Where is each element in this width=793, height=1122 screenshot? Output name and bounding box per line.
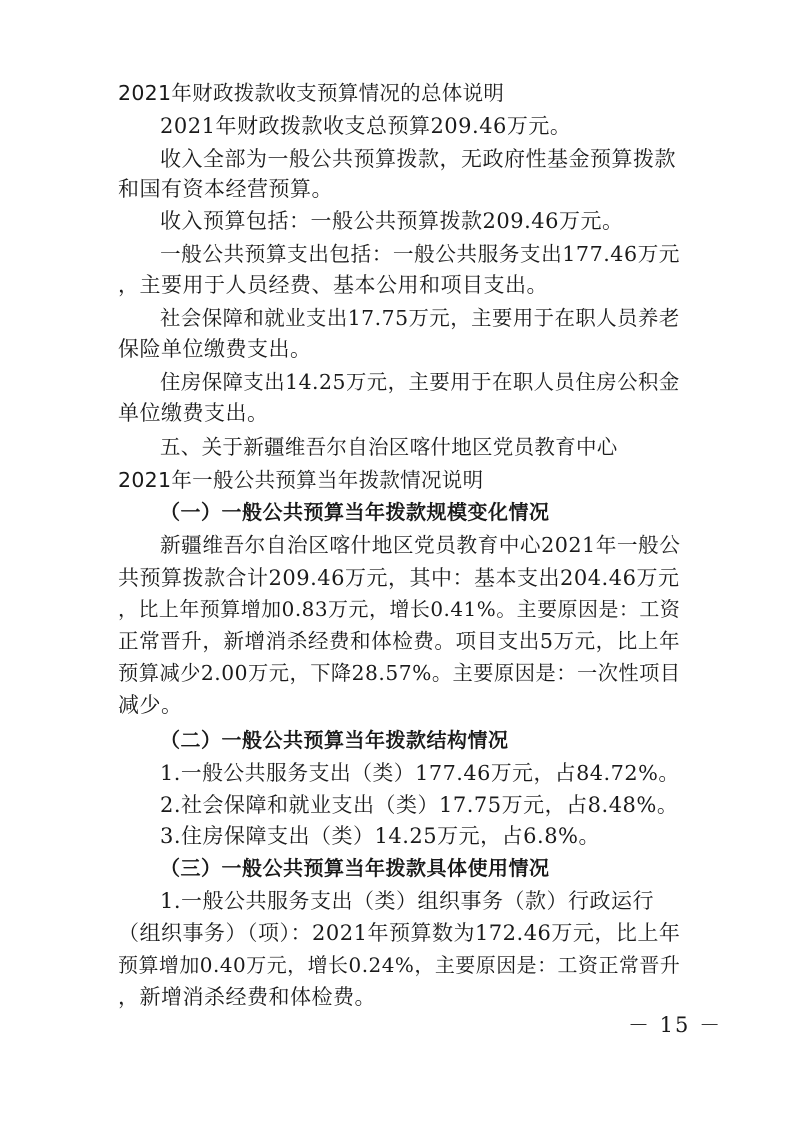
paragraph-line: 2.社会保障和就业支出（类）17.75万元，占8.48%。 <box>160 793 679 817</box>
paragraph-line: ，新增消杀经费和体检费。 <box>118 985 376 1009</box>
section-heading: 2021年财政拨款收支预算情况的总体说明 <box>118 81 505 105</box>
paragraph-line: 保险单位缴费支出。 <box>118 337 312 361</box>
paragraph-line: ，主要用于人员经费、基本公用和项目支出。 <box>118 273 548 297</box>
paragraph-line: 单位缴费支出。 <box>118 401 269 425</box>
subsection-heading: （二）一般公共预算当年拨款结构情况 <box>160 728 509 752</box>
paragraph-line: 2021年财政拨款收支总预算209.46万元。 <box>160 114 572 138</box>
paragraph-line: 一般公共预算支出包括：一般公共服务支出177.46万元 <box>160 242 680 266</box>
paragraph-line: 3.住房保障支出（类）14.25万元，占6.8%。 <box>160 824 601 848</box>
paragraph-line: 社会保障和就业支出17.75万元，主要用于在职人员养老 <box>160 306 680 330</box>
page-number: － 15 － <box>628 1013 723 1037</box>
paragraph-line: 收入预算包括：一般公共预算拨款209.46万元。 <box>160 209 624 233</box>
paragraph-line: （组织事务）（项）：2021年预算数为172.46万元，比上年 <box>118 921 681 945</box>
subsection-heading: （三）一般公共预算当年拨款具体使用情况 <box>160 856 550 880</box>
section-heading: 2021年一般公共预算当年拨款情况说明 <box>118 468 484 492</box>
paragraph-line: ，比上年预算增加0.83万元，增长0.41%。主要原因是：工资 <box>118 597 681 621</box>
paragraph-line: 新疆维吾尔自治区喀什地区党员教育中心2021年一般公 <box>160 533 681 557</box>
paragraph-line: 1.一般公共服务支出（类）177.46万元，占84.72%。 <box>160 761 680 785</box>
paragraph-line: 和国有资本经营预算。 <box>118 177 333 201</box>
paragraph-line: 收入全部为一般公共预算拨款，无政府性基金预算拨款 <box>160 147 676 171</box>
subsection-heading: （一）一般公共预算当年拨款规模变化情况 <box>160 500 550 524</box>
paragraph-line: 减少。 <box>118 693 183 717</box>
section-heading: 五、关于新疆维吾尔自治区喀什地区党员教育中心 <box>160 435 618 459</box>
paragraph-line: 住房保障支出14.25万元，主要用于在职人员住房公积金 <box>160 370 680 394</box>
paragraph-line: 正常晋升，新增消杀经费和体检费。项目支出5万元，比上年 <box>118 629 681 653</box>
paragraph-line: 1.一般公共服务支出（类）组织事务（款）行政运行 <box>160 889 655 913</box>
paragraph-line: 预算增加0.40万元，增长0.24%，主要原因是：工资正常晋升 <box>118 953 681 977</box>
paragraph-line: 共预算拨款合计209.46万元，其中：基本支出204.46万元 <box>118 566 680 590</box>
paragraph-line: 预算减少2.00万元，下降28.57%。主要原因是：一次性项目 <box>118 661 681 685</box>
